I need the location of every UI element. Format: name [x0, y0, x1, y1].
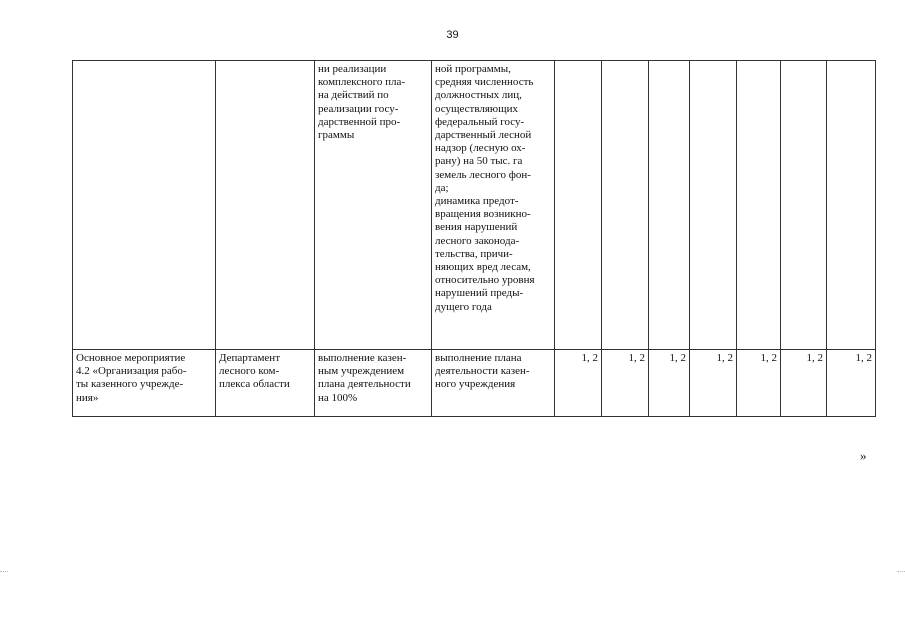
table-cell: 1, 2 [602, 350, 649, 417]
program-table [72, 60, 876, 417]
table-cell [649, 61, 690, 350]
table-cell: 1, 2 [827, 350, 876, 417]
table-cell: 1, 2 [555, 350, 602, 417]
table-cell: 1, 2 [737, 350, 781, 417]
scan-edge-mark [0, 571, 8, 573]
table-cell: 1, 2 [781, 350, 827, 417]
table-cell [781, 61, 827, 350]
table-cell [216, 61, 315, 350]
table-cell: Департамент лесного ком- плекса области [216, 350, 315, 417]
page-number: 39 [446, 29, 459, 41]
table-cell [690, 61, 737, 350]
scan-edge-mark [897, 571, 905, 573]
table-row [73, 350, 876, 417]
table-cell [73, 61, 216, 350]
table-cell: выполнение плана деятельности казен- ного учреждения [432, 350, 555, 417]
table-row [73, 61, 876, 350]
table-cell: ни реализации комплексного пла- на действий по реализации госу- дарственной про- граммы [315, 61, 432, 350]
table-cell: 1, 2 [690, 350, 737, 417]
table-cell [827, 61, 876, 350]
table-cell: 1, 2 [649, 350, 690, 417]
table-cell: Основное мероприятие 4.2 «Организация рабо- ты казенного учрежде- ния» [73, 350, 216, 417]
table-cell [737, 61, 781, 350]
table-cell [555, 61, 602, 350]
closing-quote: » [860, 448, 867, 463]
table-cell [602, 61, 649, 350]
table-cell: ной программы, средняя численность должностных лиц, осуществляющих федеральный госу- дарственный лесной надзор (лесную ох- рану) на 50 тыс. га земель лесного фон- да; динамика предот- вращения возникно- вения нарушений лесного законода- тельства, причи- няющих вред лесам, относительно уровня нарушений преды- дущего года [432, 61, 555, 350]
table-cell: выполнение казен- ным учреждением плана деятельности на 100% [315, 350, 432, 417]
